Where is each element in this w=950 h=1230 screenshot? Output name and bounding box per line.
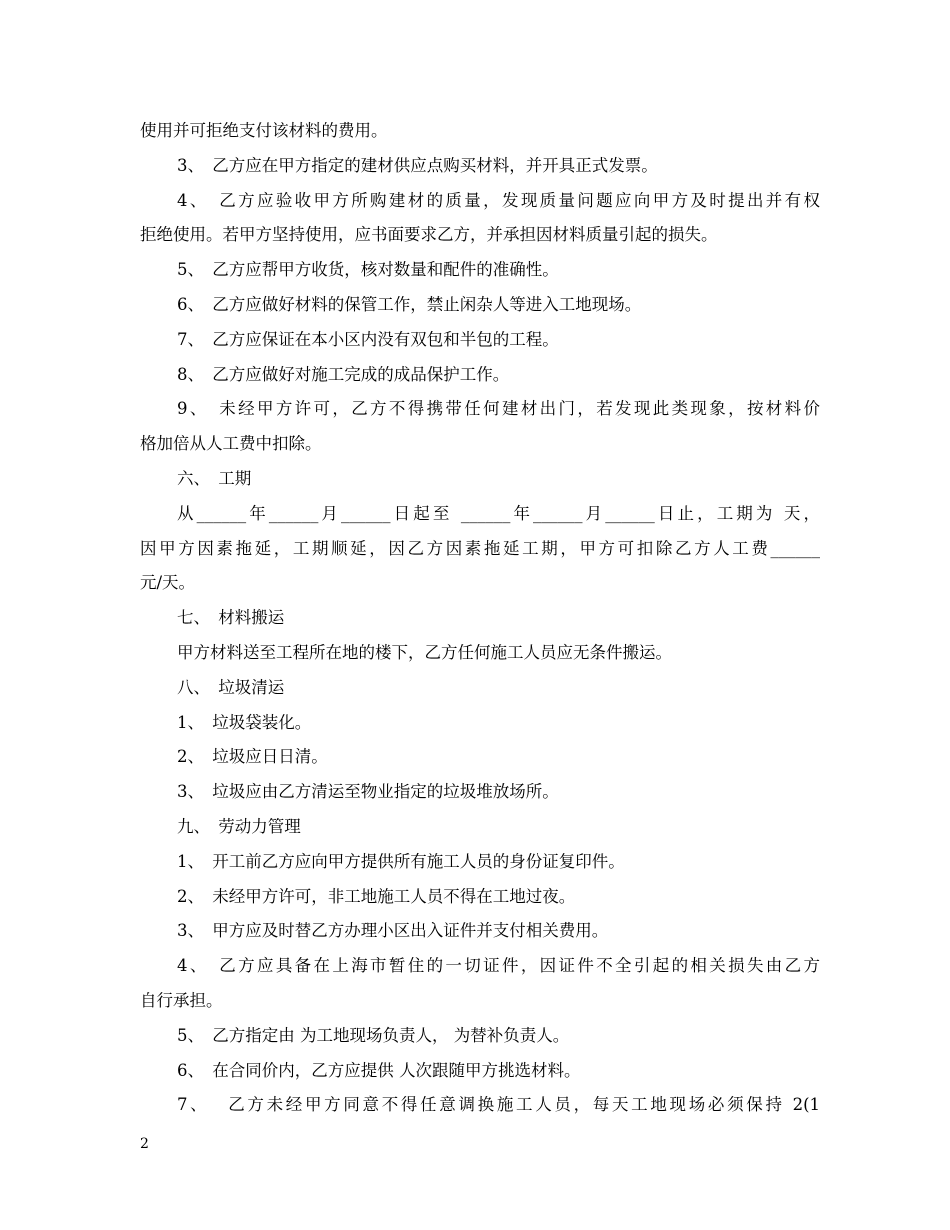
page-number: 2 (140, 1136, 149, 1152)
text-line: 9、 未经甲方许可，乙方不得携带任何建材出门，若发现此类现象，按材料价 (177, 399, 820, 419)
text-line: 1、 垃圾袋装化。 (177, 712, 312, 732)
text-line: 1、 开工前乙方应向甲方提供所有施工人员的身份证复印件。 (177, 851, 625, 871)
text-line: 从______年______月______日起至 ______年______月______日止，工期为 天， (177, 503, 820, 523)
text-line: 4、 乙方应验收甲方所购建材的质量，发现质量问题应向甲方及时提出并有权 (177, 190, 820, 210)
text-line: 八、 垃圾清运 (177, 677, 285, 697)
text-line: 格加倍从人工费中扣除。 (140, 434, 322, 454)
text-line: 2、 未经甲方许可，非工地施工人员不得在工地过夜。 (177, 886, 576, 906)
text-line: 自行承担。 (140, 990, 223, 1010)
text-line: 8、 乙方应做好对施工完成的成品保护工作。 (177, 364, 510, 384)
text-line: 3、 甲方应及时替乙方办理小区出入证件并支付相关费用。 (177, 921, 609, 941)
text-line: 7、 乙方应保证在本小区内没有双包和半包的工程。 (177, 329, 559, 349)
text-line: 拒绝使用。若甲方坚持使用，应书面要求乙方，并承担因材料质量引起的损失。 (140, 225, 718, 245)
text-line: 甲方材料送至工程所在地的楼下，乙方任何施工人员应无条件搬运。 (177, 642, 672, 662)
text-line: 3、 乙方应在甲方指定的建材供应点购买材料，并开具正式发票。 (177, 155, 658, 175)
text-line: 6、 乙方应做好材料的保管工作，禁止闲杂人等进入工地现场。 (177, 294, 642, 314)
text-line: 九、 劳动力管理 (177, 816, 301, 836)
text-line: 4、 乙方应具备在上海市暂住的一切证件，因证件不全引起的相关损失由乙方 (177, 956, 820, 976)
text-line: 六、 工期 (177, 468, 252, 488)
document-body (140, 114, 820, 1123)
text-line: 5、 乙方指定由 为工地现场负责人， 为替补负责人。 (177, 1025, 570, 1045)
text-line: 3、 垃圾应由乙方清运至物业指定的垃圾堆放场所。 (177, 782, 559, 802)
text-line: 2、 垃圾应日日清。 (177, 747, 328, 767)
text-line: 7、 乙方未经甲方同意不得任意调换施工人员，每天工地现场必须保持 2(1 (177, 1095, 820, 1115)
text-line: 使用并可拒绝支付该材料的费用。 (140, 121, 388, 140)
text-line: 元/天。 (140, 573, 196, 593)
text-line: 5、 乙方应帮甲方收货，核对数量和配件的准确性。 (177, 260, 559, 280)
text-line: 因甲方因素拖延，工期顺延，因乙方因素拖延工期，甲方可扣除乙方人工费______ (140, 538, 820, 558)
text-line: 6、 在合同价内，乙方应提供 人次跟随甲方挑选材料。 (177, 1060, 581, 1080)
text-line: 七、 材料搬运 (177, 608, 285, 628)
